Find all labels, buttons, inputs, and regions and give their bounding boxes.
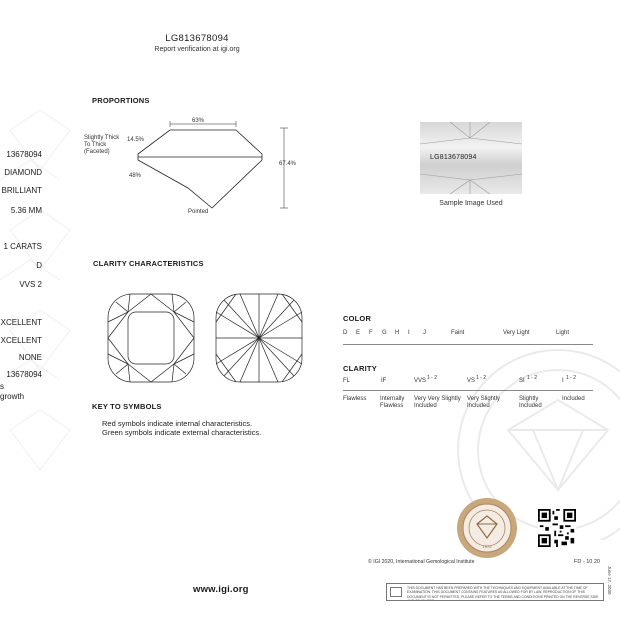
left-value-description: DIAMOND: [4, 168, 42, 177]
clarity-grade-vs: VS: [467, 378, 476, 384]
left-value-symmetry: XCELLENT: [0, 336, 42, 345]
depth-percent: 67.4%: [279, 161, 297, 167]
sample-inscription: LG813678094: [430, 154, 477, 161]
clarity-plot-diagram: [106, 292, 306, 384]
left-value-color: D: [36, 261, 42, 270]
clarity-si-range: 1 - 2: [527, 375, 538, 381]
left-value-report: 13678094: [6, 150, 42, 159]
igi-gold-seal: [456, 497, 518, 559]
clarity-characteristics-title: CLARITY CHARACTERISTICS: [93, 259, 204, 268]
sample-image-caption: Sample Image Used: [439, 200, 503, 207]
qr-code[interactable]: [538, 509, 576, 547]
color-grade-h: H: [395, 330, 400, 336]
left-value-fluorescence: NONE: [18, 353, 42, 362]
key-red-symbols: Red symbols indicate internal characteristics.: [102, 419, 253, 428]
sample-girdle-image: [420, 122, 522, 194]
color-scale-title: COLOR: [343, 314, 372, 323]
girdle-label: Slightly Thick To Thick (Faceted): [84, 135, 120, 155]
disclaimer-box: THIS DOCUMENT HAS BEEN PREPARED WITH THE TECHNIQUES AND EQUIPMENT AVAILABLE AT THE TIME OF EXAMINATION. THIS DOCUMENT CONTAINS FEATURES AS ALLOWED FOR BY LAW. REPRODUCTION OF THIS DOCUMENT IS NOT PERMITTED. PLEASE REFER TO THE TERMS AND CONDITIONS PRINTED ON THE REVERSE SIDE AND ON IGI.ORG: [386, 583, 604, 601]
clarity-desc-vvs: Very Very Slightly Included: [414, 396, 461, 409]
table-percent: 63%: [192, 118, 205, 124]
clarity-grade-i: I: [562, 378, 564, 384]
clarity-grade-vvs: VVS: [414, 378, 427, 384]
clarity-scale-divider: [343, 390, 593, 391]
clarity-grade-if: IF: [381, 378, 387, 384]
proportions-diagram: [132, 118, 302, 218]
clarity-desc-included: Included: [562, 396, 585, 402]
color-grade-d: D: [343, 330, 348, 336]
left-value-measurements: 5.36 MM: [10, 206, 42, 215]
clarity-desc-si: Slightly Included: [519, 396, 542, 409]
key-green-symbols: Green symbols indicate external characteristics.: [102, 428, 262, 437]
side-date: June 17, 2030: [607, 566, 612, 595]
color-scale-divider: [343, 344, 593, 345]
report-number: LG813678094: [165, 33, 229, 44]
color-scale-row: [343, 330, 593, 340]
clarity-scale-row: [343, 375, 593, 388]
left-value-clarity: VVS 2: [19, 280, 42, 289]
clarity-grade-si: SI: [519, 378, 525, 384]
left-value-polish: XCELLENT: [0, 318, 42, 327]
color-very-light: Very Light: [503, 330, 530, 336]
left-value-carat: 1 CARATS: [3, 242, 42, 251]
left-comment-2: growth: [0, 392, 25, 401]
key-to-symbols-title: KEY TO SYMBOLS: [92, 402, 162, 411]
pavilion-percent: 48%: [129, 173, 142, 179]
clarity-vvs-range: 1 - 2: [427, 375, 438, 381]
left-comment-1: s: [0, 382, 4, 391]
color-faint: Faint: [451, 330, 465, 336]
copyright: © IGI 2020, International Gemological Institute: [368, 559, 475, 565]
color-grade-g: G: [382, 330, 387, 336]
clarity-vs-range: 1 - 2: [476, 375, 487, 381]
clarity-i-range: 1 - 2: [566, 375, 577, 381]
clarity-grade-fl: FL: [343, 378, 351, 384]
clarity-scale-title: CLARITY: [343, 364, 377, 373]
proportions-title: PROPORTIONS: [92, 96, 150, 105]
verification-note: Report verification at igi.org: [154, 46, 240, 53]
color-grade-i: I: [408, 330, 410, 336]
clarity-desc-vs: Very Slightly Included: [467, 396, 501, 409]
left-value-inscription: 13678094: [6, 370, 42, 379]
clarity-desc-flawless: Flawless: [343, 396, 367, 402]
seal-year: 1975: [482, 544, 492, 549]
crown-percent: 14.5%: [127, 137, 145, 143]
color-light: Light: [556, 330, 570, 336]
clarity-desc-internally-flawless: Internally Flawless: [380, 396, 405, 409]
website-link[interactable]: www.igi.org: [193, 584, 249, 595]
color-grade-f: F: [369, 330, 373, 336]
left-value-shape: BRILLIANT: [1, 186, 42, 195]
color-grade-j: J: [423, 330, 426, 336]
culet-label: Pointed: [188, 209, 209, 215]
color-grade-e: E: [356, 330, 361, 336]
form-code: FD - 10 20: [574, 559, 600, 565]
